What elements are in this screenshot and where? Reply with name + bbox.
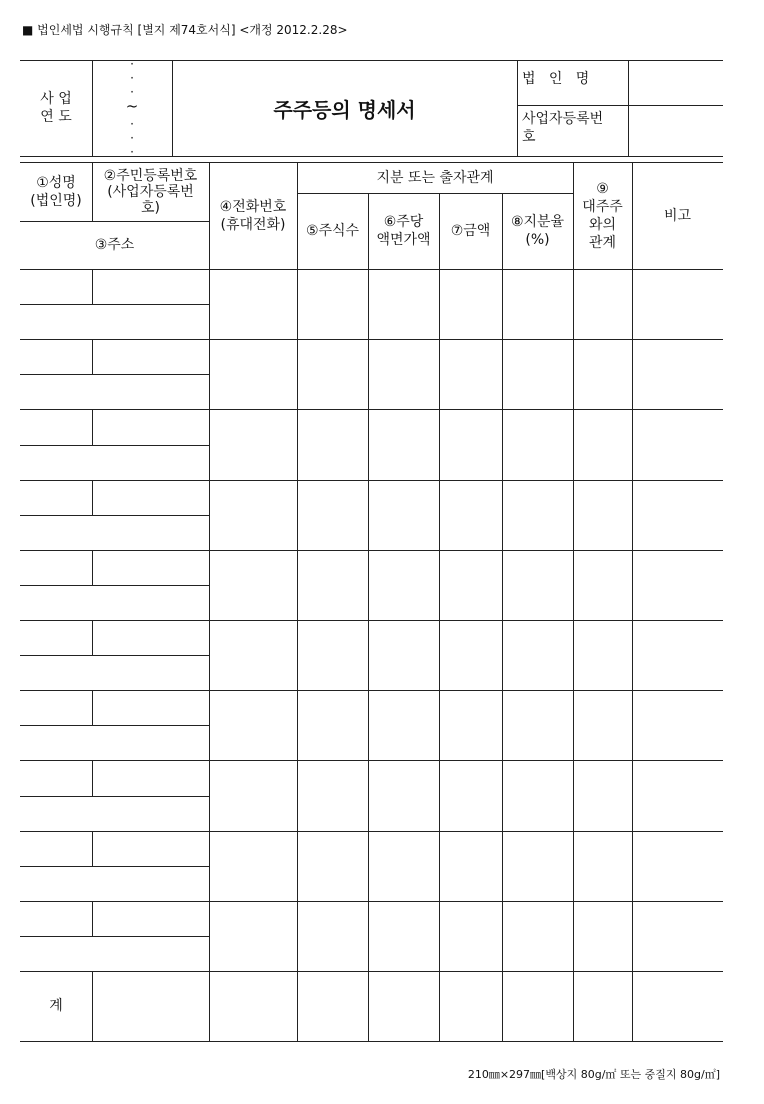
col-group-share-relation: 지분 또는 출자관계: [376, 169, 494, 186]
corp-name-label: 법 인 명: [522, 71, 590, 87]
address-field[interactable]: [21, 867, 208, 901]
ratio-field[interactable]: [503, 691, 573, 760]
address-field[interactable]: [21, 797, 208, 831]
par-field[interactable]: [369, 621, 439, 690]
name-field[interactable]: [21, 902, 91, 936]
address-field[interactable]: [21, 375, 208, 409]
amount-field[interactable]: [440, 410, 502, 480]
col-header-ratio: ⑧지분율 (%): [510, 214, 565, 248]
form-header: ■ 법인세법 시행규칙 [별지 제74호서식] <개정 2012.2.28>: [22, 23, 348, 37]
id-number-field[interactable]: [93, 691, 208, 725]
id-number-field[interactable]: [93, 340, 208, 374]
note-field[interactable]: [633, 410, 723, 480]
amount-field[interactable]: [440, 481, 502, 550]
phone-field[interactable]: [210, 410, 297, 480]
par-field[interactable]: [369, 270, 439, 339]
col-header-id-number: ②주민등록번호 (사업자등록번 호): [103, 167, 198, 216]
par-field[interactable]: [369, 410, 439, 480]
amount-field[interactable]: [440, 691, 502, 760]
col-header-amount: ⑦금액: [450, 223, 491, 239]
relation-field[interactable]: [574, 410, 632, 480]
relation-field[interactable]: [574, 481, 632, 550]
amount-field[interactable]: [440, 270, 502, 339]
shares-field[interactable]: [298, 902, 368, 971]
phone-field[interactable]: [210, 621, 297, 690]
name-field[interactable]: [21, 270, 91, 304]
period-end-dots: · · ·: [130, 117, 156, 159]
col-header-note: 비고: [663, 207, 692, 224]
id-number-field[interactable]: [93, 902, 208, 936]
shares-field[interactable]: [298, 832, 368, 901]
page-title: 주주등의 명세서: [273, 97, 416, 122]
ratio-field[interactable]: [503, 340, 573, 409]
id-number-field[interactable]: [93, 621, 208, 655]
shares-field[interactable]: [298, 270, 368, 339]
shares-field[interactable]: [298, 691, 368, 760]
ratio-field[interactable]: [503, 481, 573, 550]
paper-spec-footer: 210㎜×297㎜[백상지 80g/㎡ 또는 중질지 80g/㎡]: [467, 1068, 720, 1081]
shares-field[interactable]: [298, 410, 368, 480]
total-label: 계: [49, 998, 63, 1014]
col-header-shares: ⑤주식수: [305, 223, 360, 239]
relation-field[interactable]: [574, 340, 632, 409]
phone-field[interactable]: [210, 270, 297, 339]
relation-field[interactable]: [574, 621, 632, 690]
amount-field[interactable]: [440, 832, 502, 901]
note-field[interactable]: [633, 270, 723, 339]
biz-reg-field[interactable]: [629, 106, 723, 156]
relation-field[interactable]: [574, 902, 632, 971]
col-header-par-value: ⑥주당 액면가액: [376, 214, 431, 248]
col-header-relation: ⑨ 대주주 와의 관계: [582, 180, 623, 251]
phone-field[interactable]: [210, 832, 297, 901]
shares-field[interactable]: [298, 621, 368, 690]
shares-field[interactable]: [298, 340, 368, 409]
relation-field[interactable]: [574, 270, 632, 339]
address-field[interactable]: [21, 937, 208, 971]
id-number-field[interactable]: [93, 551, 208, 585]
par-field[interactable]: [369, 551, 439, 620]
name-field[interactable]: [21, 832, 91, 866]
ratio-field[interactable]: [503, 621, 573, 690]
ratio-field[interactable]: [503, 551, 573, 620]
address-field[interactable]: [21, 446, 208, 480]
note-field[interactable]: [633, 832, 723, 901]
id-number-field[interactable]: [93, 481, 208, 515]
relation-field[interactable]: [574, 761, 632, 831]
amount-field[interactable]: [440, 902, 502, 971]
par-field[interactable]: [369, 832, 439, 901]
shares-field[interactable]: [298, 481, 368, 550]
relation-field[interactable]: [574, 832, 632, 901]
par-field[interactable]: [369, 481, 439, 550]
amount-field[interactable]: [440, 761, 502, 831]
col-header-address: ③주소: [94, 237, 135, 253]
ratio-field[interactable]: [503, 902, 573, 971]
name-field[interactable]: [21, 410, 91, 445]
address-field[interactable]: [21, 516, 208, 550]
phone-field[interactable]: [210, 551, 297, 620]
phone-field[interactable]: [210, 340, 297, 409]
period-start-dots: · · ·: [130, 57, 156, 99]
par-field[interactable]: [369, 761, 439, 831]
phone-field[interactable]: [210, 691, 297, 760]
note-field[interactable]: [633, 340, 723, 409]
par-field[interactable]: [369, 691, 439, 760]
note-field[interactable]: [633, 551, 723, 620]
relation-field[interactable]: [574, 551, 632, 620]
corp-name-field[interactable]: [629, 61, 723, 105]
col-header-phone: ④전화번호 (휴대전화): [219, 198, 287, 233]
ratio-field[interactable]: [503, 832, 573, 901]
id-number-field[interactable]: [93, 832, 208, 866]
biz-reg-label: 사업자등록번 호: [522, 111, 604, 145]
name-field[interactable]: [21, 621, 91, 655]
note-field[interactable]: [633, 691, 723, 760]
par-field[interactable]: [369, 902, 439, 971]
period-tilde: ~: [125, 97, 139, 115]
name-field[interactable]: [21, 340, 91, 374]
shares-field[interactable]: [298, 551, 368, 620]
name-field[interactable]: [21, 481, 91, 515]
note-field[interactable]: [633, 481, 723, 550]
id-number-field[interactable]: [93, 270, 208, 304]
phone-field[interactable]: [210, 902, 297, 971]
address-field[interactable]: [21, 305, 208, 339]
address-field[interactable]: [21, 586, 208, 620]
amount-field[interactable]: [440, 621, 502, 690]
address-field[interactable]: [21, 656, 208, 690]
note-field[interactable]: [633, 902, 723, 971]
ratio-field[interactable]: [503, 270, 573, 339]
note-field[interactable]: [633, 621, 723, 690]
name-field[interactable]: [21, 551, 91, 585]
id-number-field[interactable]: [93, 761, 208, 796]
note-field[interactable]: [633, 761, 723, 831]
relation-field[interactable]: [574, 691, 632, 760]
id-number-field[interactable]: [93, 410, 208, 445]
name-field[interactable]: [21, 691, 91, 725]
ratio-field[interactable]: [503, 410, 573, 480]
name-field[interactable]: [21, 761, 91, 796]
phone-field[interactable]: [210, 481, 297, 550]
business-year-label: 사 업 연 도: [40, 91, 72, 125]
ratio-field[interactable]: [503, 761, 573, 831]
amount-field[interactable]: [440, 551, 502, 620]
shares-field[interactable]: [298, 761, 368, 831]
table-bottom-border: [20, 1041, 723, 1042]
address-field[interactable]: [21, 726, 208, 760]
col-header-name: ①성명 (법인명): [30, 174, 82, 209]
amount-field[interactable]: [440, 340, 502, 409]
phone-field[interactable]: [210, 761, 297, 831]
par-field[interactable]: [369, 340, 439, 409]
